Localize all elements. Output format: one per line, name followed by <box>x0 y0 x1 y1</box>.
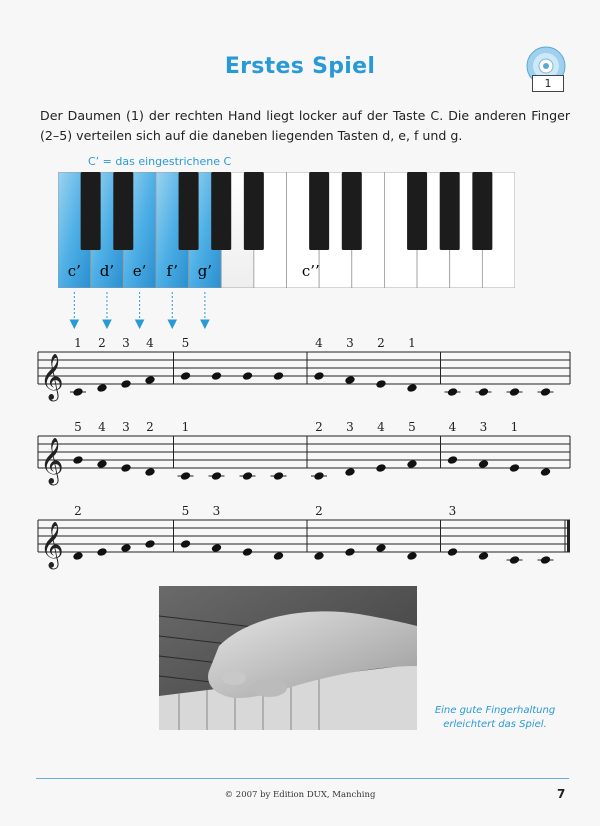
music-staff-3 <box>36 502 572 572</box>
notehead <box>180 371 191 381</box>
notehead <box>447 547 458 557</box>
finger-number: 4 <box>315 336 323 350</box>
notehead <box>211 371 222 381</box>
quarter-note <box>311 471 327 481</box>
arrow-head <box>70 320 78 328</box>
piano-caption: C’ = das eingestrichene C <box>88 155 232 168</box>
treble-clef-icon: 𝄞 <box>40 354 64 400</box>
notehead <box>96 459 107 469</box>
quarter-note <box>72 455 83 465</box>
quarter-note <box>120 543 131 553</box>
music-staff-1 <box>36 334 572 404</box>
notehead <box>273 471 284 481</box>
quarter-note <box>242 371 253 381</box>
finger-number: 1 <box>510 420 519 434</box>
notehead <box>211 543 222 553</box>
finger-number: 1 <box>74 336 82 350</box>
notehead <box>406 459 417 469</box>
finger-number: 2 <box>98 336 106 350</box>
quarter-note <box>273 371 284 381</box>
key-label: f’ <box>166 262 178 280</box>
finger-number: 5 <box>181 336 190 350</box>
finger-arrows <box>58 290 238 334</box>
quarter-note <box>478 551 489 561</box>
quarter-note <box>538 555 554 565</box>
notehead <box>242 547 253 557</box>
quarter-note <box>178 471 194 481</box>
quarter-note <box>406 383 417 393</box>
notehead <box>144 539 155 549</box>
finger-number: 3 <box>448 504 457 518</box>
notehead <box>447 387 458 397</box>
notehead <box>273 551 284 561</box>
notehead <box>72 387 83 397</box>
quarter-note <box>344 467 355 477</box>
notehead <box>180 471 191 481</box>
page-title: Erstes Spiel <box>224 54 376 79</box>
piano-keyboard <box>58 172 515 288</box>
notehead <box>313 471 324 481</box>
notehead <box>447 455 458 465</box>
quarter-note <box>271 471 287 481</box>
finger-number: 2 <box>315 504 323 518</box>
finger-number: 3 <box>479 420 488 434</box>
finger-number: 2 <box>146 420 154 434</box>
notehead <box>375 379 386 389</box>
black-key <box>309 172 329 250</box>
finger-number: 3 <box>346 420 354 434</box>
notehead <box>313 371 324 381</box>
notehead <box>144 375 155 385</box>
hand-on-piano-photo <box>159 586 417 730</box>
finger-number: 5 <box>408 420 416 434</box>
quarter-note <box>209 471 225 481</box>
footer-divider <box>36 778 569 779</box>
quarter-note <box>507 555 523 565</box>
music-staff-2 <box>36 418 572 488</box>
black-key <box>81 172 101 250</box>
notehead <box>120 379 131 389</box>
quarter-note <box>406 551 417 561</box>
quarter-note <box>72 551 83 561</box>
copyright-notice: © 2007 by Edition DUX, Manching <box>224 790 376 800</box>
arrow-head <box>103 320 111 328</box>
quarter-note <box>144 375 155 385</box>
quarter-note <box>240 471 256 481</box>
finger-number: 3 <box>122 420 130 434</box>
finger-number: 1 <box>181 420 190 434</box>
photo-caption <box>430 704 560 732</box>
black-key <box>342 172 362 250</box>
quarter-note <box>540 467 551 477</box>
notehead <box>509 555 520 565</box>
notehead <box>375 543 386 553</box>
quarter-note <box>180 539 191 549</box>
quarter-note <box>144 539 155 549</box>
finger-number: 3 <box>122 336 130 350</box>
finger-number: 5 <box>74 420 82 434</box>
quarter-note <box>180 371 191 381</box>
final-barline-thick <box>567 520 570 552</box>
photo-caption-line-1: Eine gute Fingerhaltung <box>434 705 556 716</box>
photo-caption-line-2: erleichtert das Spiel. <box>443 719 547 730</box>
black-key <box>113 172 133 250</box>
notehead <box>478 551 489 561</box>
notehead <box>478 387 489 397</box>
notehead <box>242 371 253 381</box>
quarter-note <box>447 455 458 465</box>
notehead <box>242 471 253 481</box>
quarter-note <box>445 387 461 397</box>
quarter-note <box>344 375 355 385</box>
cd-track-number: 1 <box>532 75 564 92</box>
black-key <box>440 172 460 250</box>
notehead <box>72 455 83 465</box>
black-key <box>179 172 199 250</box>
quarter-note <box>507 387 523 397</box>
arrow-head <box>201 320 209 328</box>
notehead <box>509 463 520 473</box>
key-label: g’ <box>197 262 213 280</box>
notehead <box>180 539 191 549</box>
finger-number: 4 <box>448 420 457 434</box>
quarter-note <box>478 459 489 469</box>
quarter-note <box>273 551 284 561</box>
finger-number: 2 <box>315 420 323 434</box>
notehead <box>120 543 131 553</box>
treble-clef-icon: 𝄞 <box>40 522 64 568</box>
notehead <box>313 551 324 561</box>
quarter-note <box>344 547 355 557</box>
notehead <box>344 375 355 385</box>
key-label: e’ <box>132 262 147 280</box>
finger-number: 1 <box>408 336 416 350</box>
finger-number: 3 <box>212 504 221 518</box>
quarter-note <box>120 379 131 389</box>
black-key <box>472 172 492 250</box>
finger-number: 2 <box>74 504 82 518</box>
black-key <box>407 172 427 250</box>
notehead <box>72 551 83 561</box>
quarter-note <box>406 459 417 469</box>
notehead <box>540 555 551 565</box>
notehead <box>509 387 520 397</box>
key-label: c’ <box>67 262 81 280</box>
notehead <box>144 467 155 477</box>
notehead <box>120 463 131 473</box>
notehead <box>344 547 355 557</box>
notehead <box>96 383 107 393</box>
notehead <box>211 471 222 481</box>
quarter-note <box>509 463 520 473</box>
notehead <box>406 551 417 561</box>
finger-number: 3 <box>346 336 354 350</box>
finger-number: 5 <box>181 504 190 518</box>
arrow-head <box>136 320 144 328</box>
notehead <box>344 467 355 477</box>
quarter-note <box>447 547 458 557</box>
key-label: d’ <box>99 262 115 280</box>
key-label-c2: c’’ <box>301 262 320 280</box>
quarter-note <box>96 459 107 469</box>
quarter-note <box>375 379 386 389</box>
page-number: 7 <box>557 787 566 801</box>
quarter-note <box>96 383 107 393</box>
notehead <box>273 371 284 381</box>
notehead <box>540 467 551 477</box>
quarter-note <box>96 547 107 557</box>
quarter-note <box>211 543 222 553</box>
notehead <box>540 387 551 397</box>
finger-number: 2 <box>377 336 385 350</box>
quarter-note <box>211 371 222 381</box>
notehead <box>96 547 107 557</box>
finger-number: 4 <box>98 420 106 434</box>
quarter-note <box>476 387 492 397</box>
arrow-head <box>168 320 176 328</box>
quarter-note <box>538 387 554 397</box>
notehead <box>375 463 386 473</box>
notehead <box>478 459 489 469</box>
quarter-note <box>70 387 86 397</box>
quarter-note <box>375 463 386 473</box>
finger-number: 4 <box>146 336 154 350</box>
quarter-note <box>313 371 324 381</box>
quarter-note <box>242 547 253 557</box>
quarter-note <box>375 543 386 553</box>
finger-number: 4 <box>377 420 385 434</box>
intro-paragraph: Der Daumen (1) der rechten Hand liegt locker auf der Taste C. Die anderen Finger (2–5) verteilen sich auf die daneben liegenden Tasten d, e, f und g. <box>40 108 570 143</box>
notehead <box>406 383 417 393</box>
quarter-note <box>313 551 324 561</box>
quarter-note <box>144 467 155 477</box>
black-key <box>211 172 231 250</box>
quarter-note <box>120 463 131 473</box>
treble-clef-icon: 𝄞 <box>40 438 64 484</box>
black-key <box>244 172 264 250</box>
